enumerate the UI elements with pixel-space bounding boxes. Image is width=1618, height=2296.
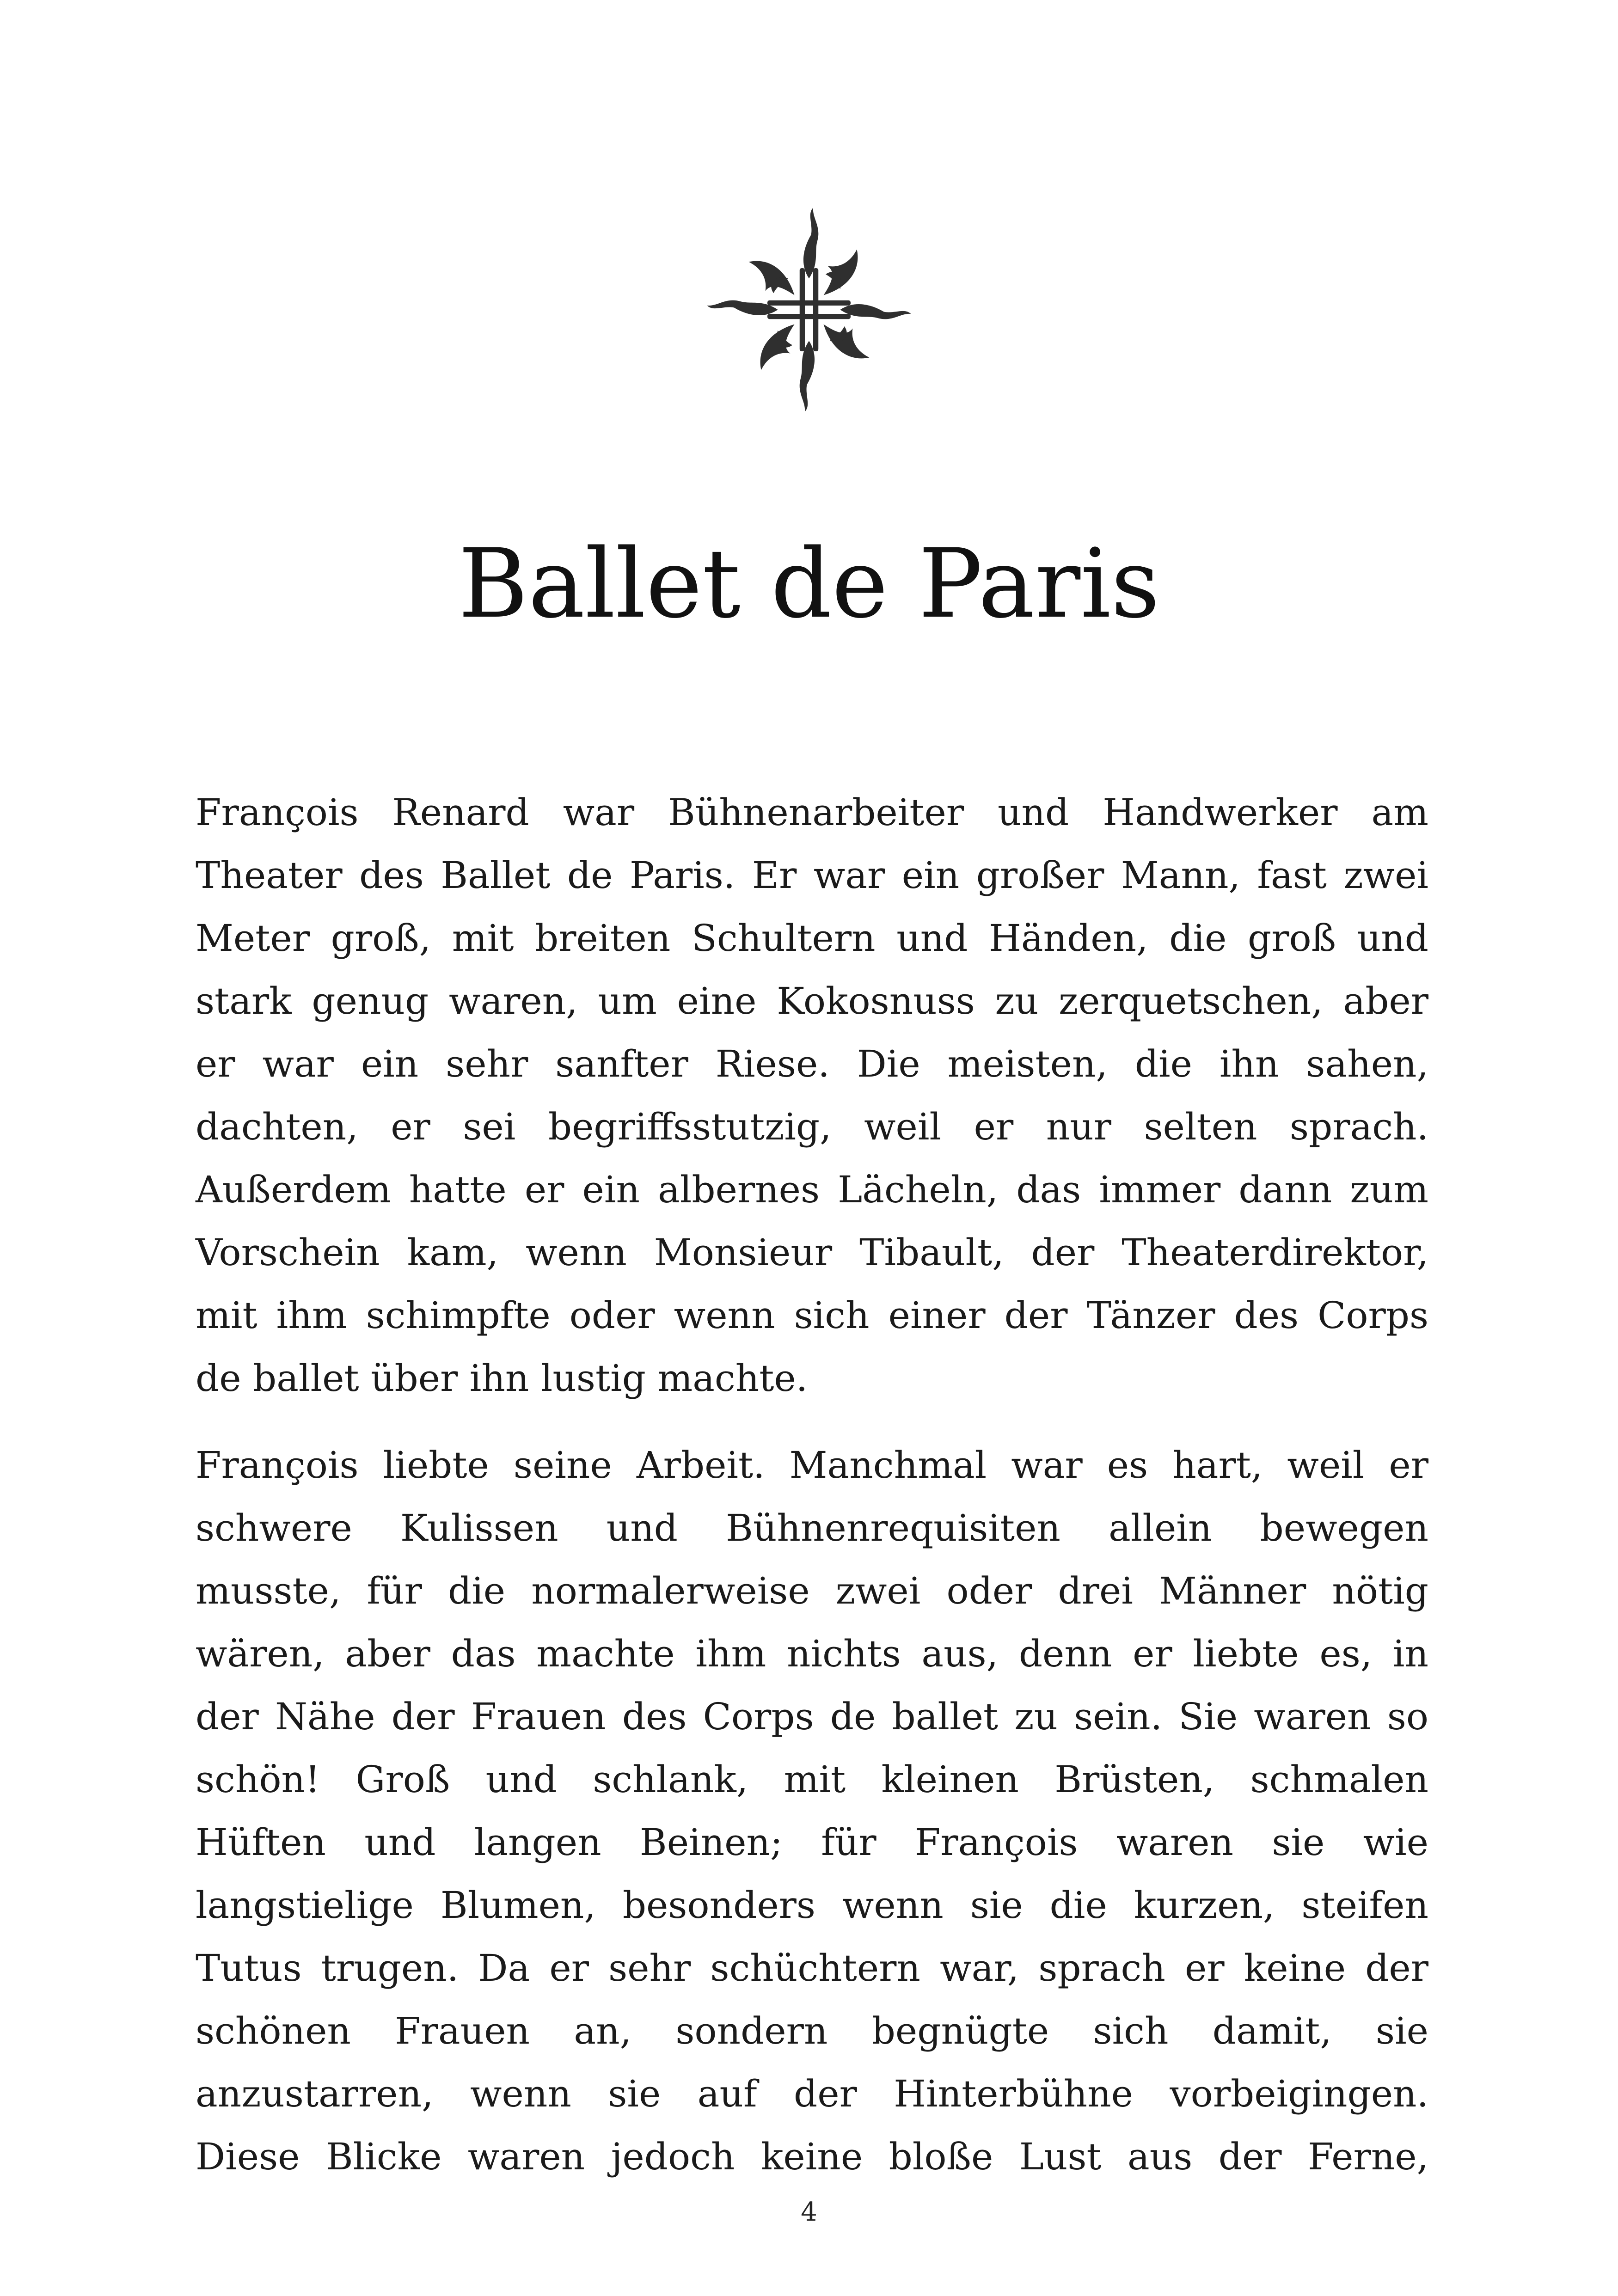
text-line: musste, für die normalerweise zwei oder drei Männer nötig [196, 1569, 1428, 1612]
text-line: Meter groß, mit breiten Schultern und Händen, die groß und [196, 917, 1428, 960]
text-line: schön! Groß und schlank, mit kleinen Brüsten, schmalen [196, 1758, 1428, 1801]
text-line: François Renard war Bühnenarbeiter und Handwerker am [196, 791, 1428, 834]
chapter-title: Ballet de Paris [458, 528, 1160, 639]
body-text [196, 781, 1428, 2212]
text-line: stark genug waren, um eine Kokosnuss zu zerquetschen, aber [196, 980, 1428, 1022]
text-line: langstielige Blumen, besonders wenn sie die kurzen, steifen [196, 1884, 1428, 1927]
text-line: Vorschein kam, wenn Monsieur Tibault, der Theaterdirektor, [196, 1231, 1428, 1274]
text-line: dachten, er sei begriffsstutzig, weil er nur selten sprach. [196, 1105, 1428, 1148]
text-line: Theater des Ballet de Paris. Er war ein großer Mann, fast zwei [196, 854, 1428, 897]
text-line: schönen Frauen an, sondern begnügte sich damit, sie [196, 2009, 1428, 2052]
text-line: de ballet über ihn lustig machte. [196, 1357, 808, 1400]
celtic-cross-flourish-icon [705, 203, 913, 416]
text-line: der Nähe der Frauen des Corps de ballet zu sein. Sie waren so [196, 1695, 1428, 1738]
text-line: Tutus trugen. Da er sehr schüchtern war, sprach er keine der [196, 1947, 1428, 1990]
text-line: er war ein sehr sanfter Riese. Die meisten, die ihn sahen, [196, 1042, 1428, 1085]
paragraph-1 [196, 781, 1428, 1410]
paragraph-2 [196, 1434, 1428, 2188]
text-line: anzustarren, wenn sie auf der Hinterbühne vorbeigingen. [196, 2072, 1428, 2115]
ornament-flourish [705, 203, 913, 416]
text-line: Diese Blicke waren jedoch keine bloße Lust aus der Ferne, [196, 2135, 1428, 2178]
text-line: wären, aber das machte ihm nichts aus, denn er liebte es, in [196, 1632, 1428, 1675]
text-line: Außerdem hatte er ein albernes Lächeln, das immer dann zum [196, 1168, 1428, 1211]
text-line: schwere Kulissen und Bühnenrequisiten allein bewegen [196, 1506, 1428, 1549]
text-line: mit ihm schimpfte oder wenn sich einer der Tänzer des Corps [196, 1294, 1428, 1337]
page-number: 4 [801, 2197, 817, 2227]
text-line: François liebte seine Arbeit. Manchmal war es hart, weil er [196, 1444, 1428, 1487]
text-line: Hüften und langen Beinen; für François waren sie wie [196, 1821, 1428, 1864]
